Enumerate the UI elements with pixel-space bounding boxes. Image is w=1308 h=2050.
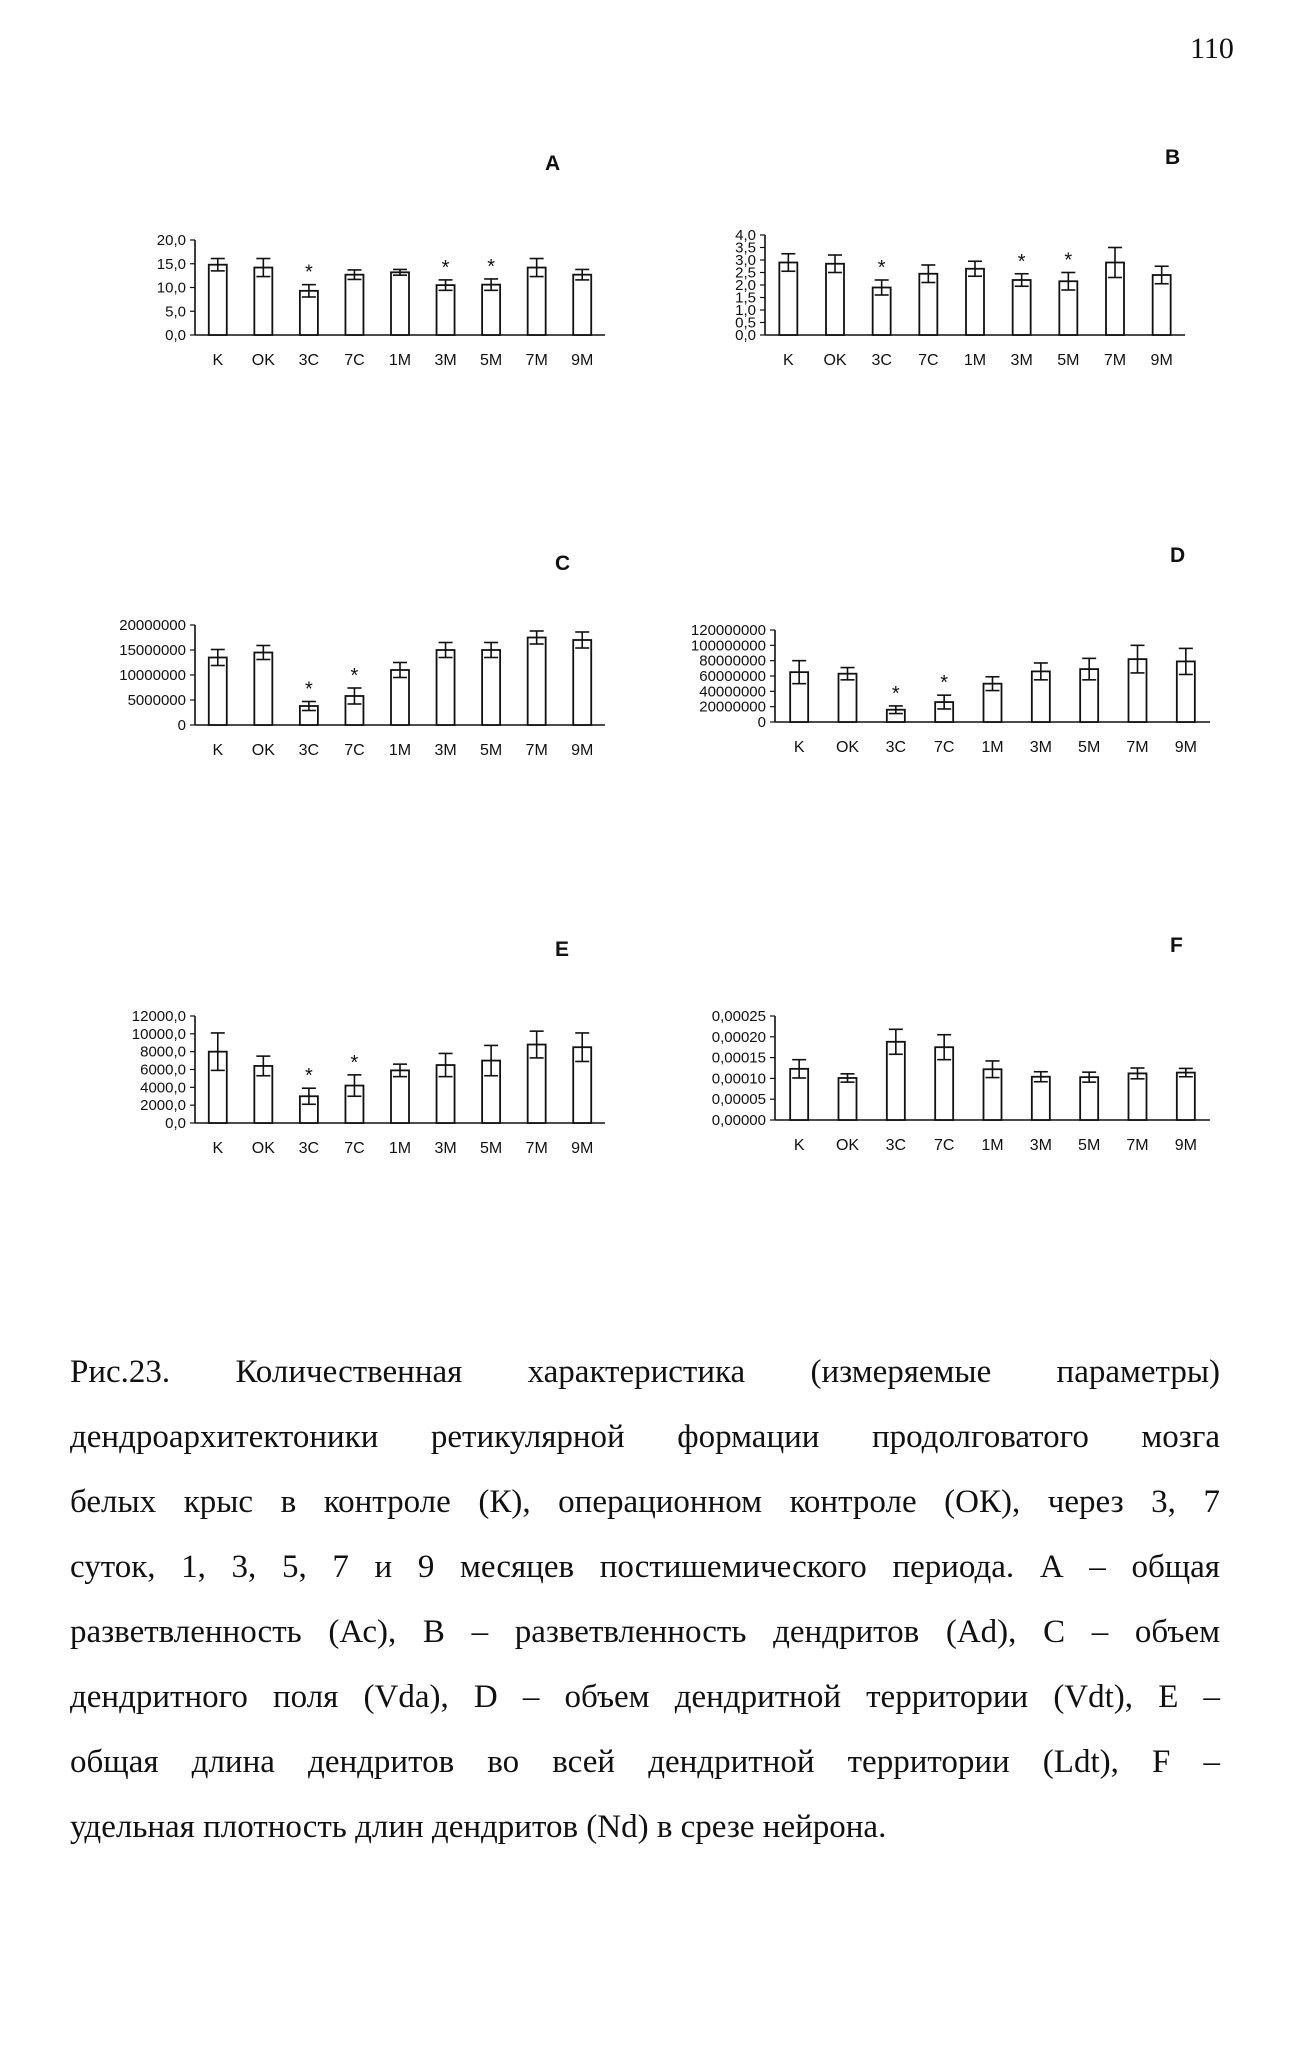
x-tick-label: K [212, 1140, 224, 1157]
significance-star: * [891, 682, 900, 705]
y-tick-label: 6000,0 [140, 1061, 186, 1079]
significance-star: * [304, 261, 313, 284]
bar-chart-d [650, 540, 1210, 880]
x-tick-label: K [793, 1137, 805, 1154]
bar [826, 264, 844, 335]
bar [1129, 1073, 1147, 1120]
y-tick-label: 15000000 [119, 642, 186, 659]
x-tick-label: 5M [1078, 1137, 1101, 1154]
x-tick-label: 1M [388, 742, 412, 759]
x-tick-label: 7M [525, 742, 548, 759]
bar [254, 268, 272, 335]
y-tick-label: 2000,0 [140, 1097, 186, 1115]
y-tick-label: 20000000 [119, 617, 186, 634]
significance-star: * [441, 256, 450, 279]
x-tick-label: 9M [571, 352, 594, 369]
y-tick-label: 0,0 [165, 327, 186, 344]
bar [839, 1078, 857, 1120]
panel-label: D [1170, 544, 1186, 567]
x-tick-label: 7M [1126, 1137, 1149, 1154]
y-tick-label: 0 [757, 714, 766, 731]
y-tick-label: 0,5 [735, 314, 756, 332]
x-tick-label: 3C [298, 352, 320, 369]
x-tick-label: 3M [434, 352, 457, 369]
y-tick-label: 3,5 [735, 239, 756, 257]
x-tick-label: K [212, 742, 224, 759]
x-tick-label: 7C [344, 742, 365, 759]
bar [528, 638, 546, 726]
bar [437, 285, 455, 335]
y-tick-label: 0,00015 [711, 1049, 766, 1067]
caption-line: дендритного поля (Vda), D – объем дендритной территории (Vdt), Е – [70, 1679, 1220, 1715]
x-tick-label: 3C [885, 1137, 907, 1154]
y-tick-label: 0,00005 [711, 1091, 766, 1109]
caption-line: суток, 1, 3, 5, 7 и 9 месяцев постишемического периода. А – общая [70, 1549, 1220, 1585]
x-tick-label: K [782, 352, 794, 369]
y-tick-label: 2,5 [735, 264, 756, 282]
significance-star: * [940, 672, 949, 695]
x-tick-label: 3M [1010, 352, 1033, 369]
significance-star: * [1017, 250, 1026, 273]
y-tick-label: 5000000 [127, 692, 186, 709]
x-tick-label: 5M [479, 1140, 503, 1157]
caption-line: Рис.23. Количественная характеристика (измеряемые параметры) [70, 1354, 1220, 1390]
x-tick-label: K [212, 352, 224, 369]
x-tick-label: OK [251, 352, 275, 369]
x-tick-label: 7M [525, 352, 548, 369]
x-tick-label: K [793, 739, 805, 756]
bar [1177, 1073, 1195, 1120]
x-tick-label: 3M [1029, 739, 1052, 756]
bar [573, 640, 591, 725]
chart-panel-b [650, 140, 1210, 430]
bar-chart-f [650, 930, 1210, 1270]
bar [209, 658, 227, 726]
chart-panel-d [650, 540, 1210, 830]
y-tick-label: 10000,0 [131, 1025, 186, 1043]
bar [209, 265, 227, 335]
x-tick-label: 5M [1078, 739, 1101, 756]
x-tick-label: 5M [479, 352, 503, 369]
bar [1013, 280, 1031, 335]
y-tick-label: 0,0 [735, 327, 756, 344]
x-tick-label: 1M [981, 1137, 1004, 1154]
x-tick-label: 9M [1150, 352, 1173, 369]
significance-star: * [304, 678, 313, 701]
x-tick-label: 5M [479, 742, 503, 759]
caption-line: разветвленность (Ас), В – разветвленность дендритов (Ad), С – объем [70, 1614, 1220, 1650]
y-tick-label: 20,0 [156, 232, 186, 249]
x-tick-label: 7C [933, 739, 955, 756]
caption-line: общая длина дендритов во всей дендритной территории (Ldt), F – [70, 1744, 1220, 1780]
x-tick-label: 1M [388, 1140, 412, 1157]
bar-chart-b [650, 140, 1210, 480]
panel-label: C [555, 552, 571, 575]
x-tick-label: 1M [388, 352, 412, 369]
y-tick-label: 15,0 [156, 255, 186, 273]
caption-line: удельная плотность длин дендритов (Nd) в срезе нейрона. [70, 1809, 887, 1845]
panel-label: F [1170, 934, 1183, 957]
bar-chart-c [80, 540, 640, 880]
y-tick-label: 10000000 [119, 667, 186, 684]
x-tick-label: 3C [298, 742, 320, 759]
x-tick-label: 7C [344, 1140, 365, 1157]
significance-star: * [1064, 249, 1073, 272]
bar [528, 268, 546, 335]
x-tick-label: 7C [344, 352, 365, 369]
significance-star: * [350, 665, 359, 687]
x-tick-label: 3M [434, 742, 457, 759]
y-tick-label: 2,0 [735, 277, 756, 294]
x-tick-label: 3C [885, 739, 907, 756]
y-tick-label: 4,0 [735, 227, 756, 244]
x-tick-label: 7M [1103, 352, 1127, 369]
bar [839, 674, 857, 722]
y-tick-label: 12000,0 [131, 1008, 186, 1025]
y-tick-label: 120000000 [690, 622, 766, 639]
y-tick-label: 40000000 [699, 683, 766, 701]
significance-star: * [350, 1051, 359, 1074]
bar [1032, 1077, 1050, 1120]
y-tick-label: 0 [177, 717, 186, 734]
y-tick-label: 0,00010 [711, 1070, 766, 1088]
x-tick-label: 7C [933, 1137, 955, 1154]
panel-label: E [555, 938, 570, 961]
x-tick-label: 3M [1029, 1137, 1052, 1154]
y-tick-label: 0,00020 [711, 1028, 766, 1046]
x-tick-label: 9M [1174, 739, 1197, 756]
y-tick-label: 0,00000 [711, 1112, 766, 1129]
significance-star: * [487, 255, 496, 278]
page-number: 110 [1190, 32, 1234, 65]
y-tick-label: 60000000 [699, 668, 766, 685]
x-tick-label: 7C [918, 352, 939, 369]
y-tick-label: 0,00025 [711, 1008, 766, 1025]
y-tick-label: 20000000 [699, 698, 766, 716]
bar [966, 269, 984, 335]
x-tick-label: 5M [1057, 352, 1080, 369]
y-tick-label: 4000,0 [140, 1079, 186, 1097]
bar [482, 285, 500, 335]
x-tick-label: OK [835, 1137, 860, 1154]
x-tick-label: OK [835, 739, 860, 756]
chart-panel-a [80, 140, 640, 430]
x-tick-label: 9M [571, 1140, 594, 1157]
y-tick-label: 10,0 [156, 279, 186, 297]
bar [254, 653, 272, 726]
y-tick-label: 100000000 [690, 637, 766, 655]
y-tick-label: 1,0 [735, 302, 756, 319]
figure-caption [70, 1340, 1220, 1860]
caption-line: дендроархитектоники ретикулярной формации продолговатого мозга [70, 1419, 1220, 1455]
chart-panel-f [650, 930, 1210, 1220]
bar [345, 275, 363, 335]
y-tick-label: 5,0 [165, 303, 186, 321]
y-tick-label: 3,0 [735, 252, 756, 269]
y-tick-label: 0,0 [165, 1115, 186, 1132]
x-tick-label: 9M [571, 742, 594, 759]
bar-chart-a [80, 140, 640, 480]
x-tick-label: 7M [525, 1140, 548, 1157]
x-tick-label: 7M [1126, 739, 1149, 756]
bar [573, 275, 591, 335]
x-tick-label: 3C [871, 352, 892, 369]
bar [391, 272, 409, 335]
x-tick-label: OK [251, 1140, 275, 1157]
chart-panel-c [80, 540, 640, 830]
bar [1080, 1077, 1098, 1120]
bar [391, 1070, 409, 1123]
significance-star: * [877, 257, 886, 279]
x-tick-label: 1M [981, 739, 1004, 756]
x-tick-label: OK [823, 352, 847, 369]
x-tick-label: 3C [298, 1140, 320, 1157]
caption-line: белых крыс в контроле (К), операционном контроле (ОК), через 3, 7 [70, 1484, 1220, 1520]
bar-chart-e [80, 930, 640, 1270]
y-tick-label: 80000000 [699, 652, 766, 670]
x-tick-label: OK [251, 742, 275, 759]
x-tick-label: 1M [963, 352, 987, 369]
bar [437, 650, 455, 725]
x-tick-label: 9M [1174, 1137, 1197, 1154]
bar [482, 650, 500, 725]
significance-star: * [304, 1065, 313, 1088]
y-tick-label: 8000,0 [140, 1043, 186, 1061]
y-tick-label: 1,5 [735, 289, 756, 307]
chart-panel-e [80, 930, 640, 1220]
panel-label: A [545, 152, 561, 175]
panel-label: B [1165, 146, 1181, 169]
x-tick-label: 3M [434, 1140, 457, 1157]
bar [779, 263, 797, 336]
